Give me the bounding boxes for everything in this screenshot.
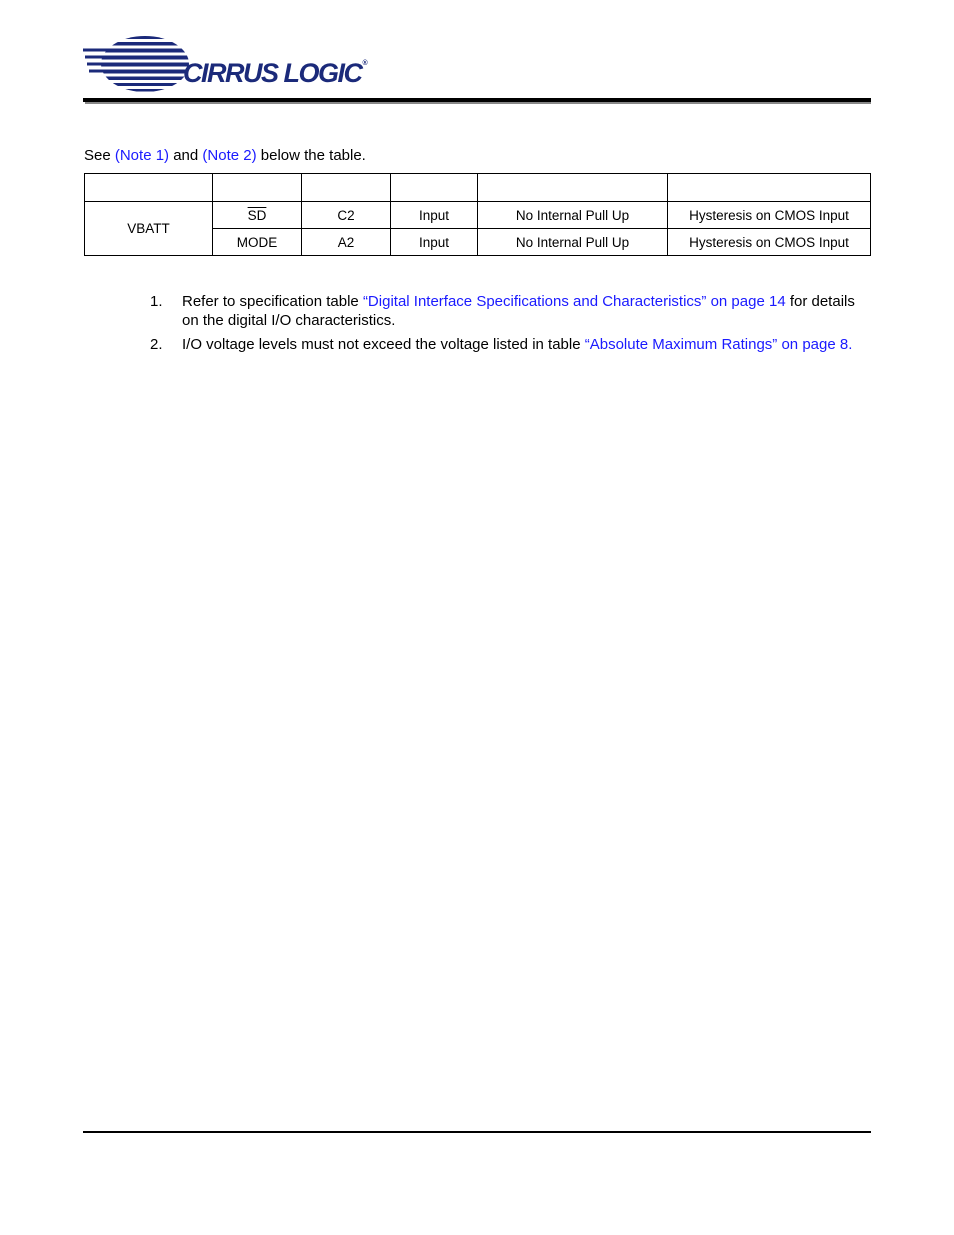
header-cell [391, 174, 478, 202]
logo-wordmark: CIRRUS LOGIC® [183, 58, 368, 88]
note-1-link[interactable]: (Note 1) [114, 147, 170, 164]
digital-interface-spec-link[interactable]: “Digital Interface Specifications and Characteristics” on page 14 [362, 293, 786, 310]
pull-cell: No Internal Pull Up [478, 229, 668, 256]
list-item [150, 292, 870, 330]
pin-name-cell: MODE [213, 229, 302, 256]
direction-cell: Input [391, 229, 478, 256]
table-intro: See (Note 1) and (Note 2) below the table. [84, 147, 366, 164]
table-row [85, 202, 871, 229]
ball-cell: A2 [302, 229, 391, 256]
ball-cell: C2 [302, 202, 391, 229]
header-cell [668, 174, 871, 202]
note-text: I/O voltage levels must not exceed the voltage listed in table “Absolute Maximum Ratings” on page 8. [182, 336, 853, 353]
header-cell [213, 174, 302, 202]
header-cell [85, 174, 213, 202]
driver-cell: Hysteresis on CMOS Input [668, 202, 871, 229]
header-cell [478, 174, 668, 202]
header-rule-shadow [85, 102, 871, 104]
note-text: Refer to specification table “Digital Interface Specifications and Characteristics” on page 14 for details on the digital I/O characteristics. [182, 293, 855, 329]
pin-table [84, 173, 871, 256]
footer-rule [83, 1131, 871, 1133]
note-number: 2. [150, 336, 163, 353]
table-notes [150, 292, 870, 359]
table-header-row [85, 174, 871, 202]
absolute-max-ratings-link[interactable]: “Absolute Maximum Ratings” on page 8. [584, 336, 853, 353]
pull-cell: No Internal Pull Up [478, 202, 668, 229]
header-cell [302, 174, 391, 202]
list-item [150, 335, 870, 354]
note-2-link[interactable]: (Note 2) [202, 147, 257, 164]
direction-cell: Input [391, 202, 478, 229]
power-domain-cell: VBATT [85, 202, 213, 256]
pin-name-cell: $\overline{SD}$ [213, 202, 302, 229]
note-number: 1. [150, 293, 163, 310]
driver-cell: Hysteresis on CMOS Input [668, 229, 871, 256]
